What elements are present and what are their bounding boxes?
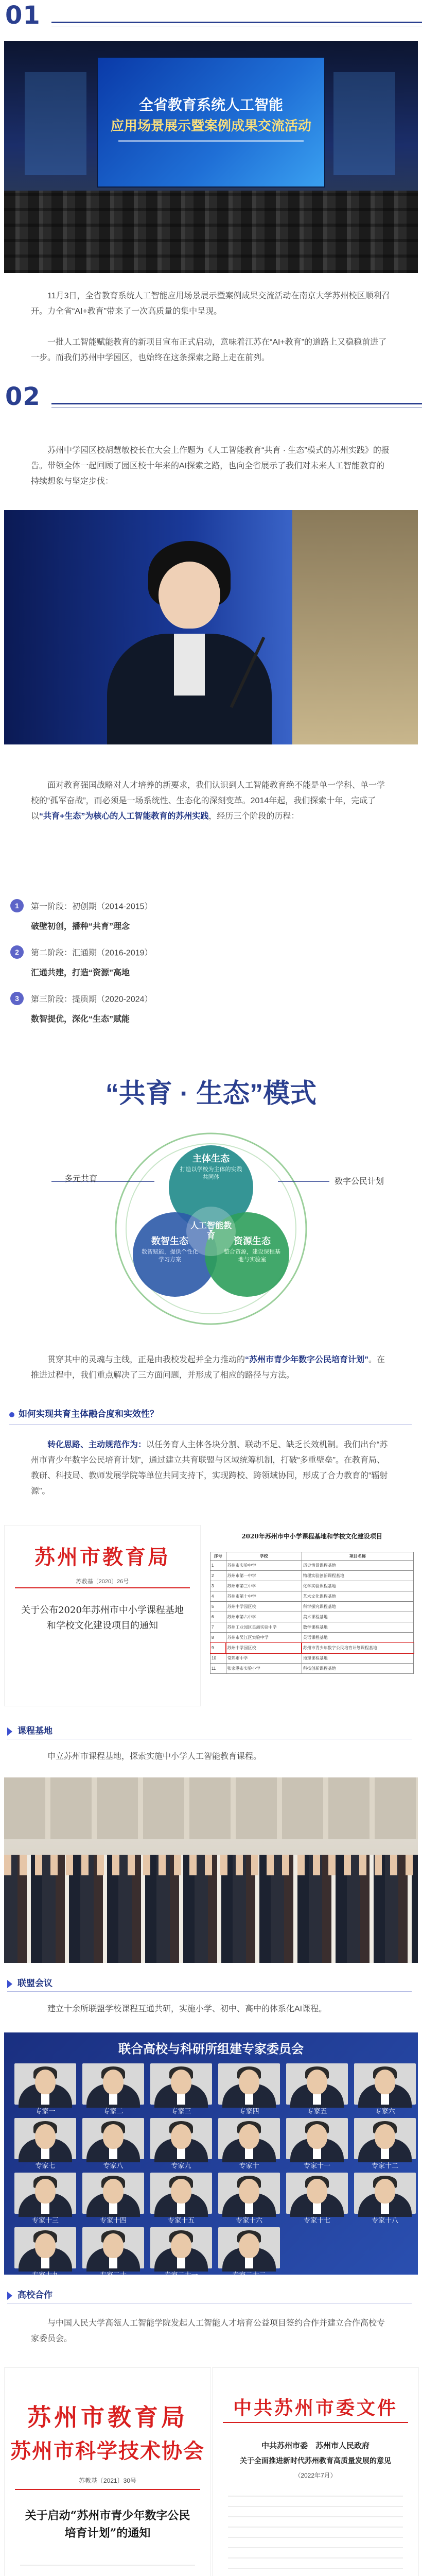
expert-name: 专家五 — [307, 2107, 327, 2115]
expert-portrait — [82, 2118, 144, 2159]
table-row — [210, 1571, 414, 1581]
right-circle-sub: 整合资源，建设课程基地与实验室 — [224, 1249, 280, 1263]
triangle-icon — [7, 2292, 12, 2300]
triangle-icon — [7, 1727, 12, 1736]
table-row — [210, 1561, 414, 1571]
expert-name: 专家六 — [375, 2107, 395, 2115]
stage-2 — [10, 945, 153, 961]
expert-portrait — [354, 2063, 416, 2105]
section-header-02 — [0, 381, 422, 417]
tag-university — [7, 2287, 52, 2303]
bullet-dot-icon — [9, 1412, 14, 1417]
expert-name: 专家十八 — [371, 2216, 398, 2224]
stage-number-badge: 1 — [10, 899, 24, 912]
model-label-left: 多元共育 — [64, 1175, 98, 1183]
doc-sub-2: 关于全面推进新时代苏州教育高质量发展的意见 — [240, 2456, 391, 2465]
left-circle-title: 数智生态 — [151, 1236, 188, 1246]
right-circle-title: 资源生态 — [234, 1236, 271, 1246]
table-row — [210, 1622, 414, 1633]
model-label-right: 数字公民计划 — [335, 1177, 384, 1186]
expert-portrait — [286, 2173, 348, 2214]
paragraph-university: 与中国人民大学高瓴人工智能学院发起人工智能人才培育公益项目签约合作并建立合作高校专家委员会。 — [31, 2319, 385, 2343]
table-header: 序号 — [210, 1552, 226, 1561]
expert-portrait — [218, 2063, 280, 2105]
paragraph-method — [31, 1437, 391, 1499]
banner-line-2: 应用场景展示暨案例成果交流活动 — [110, 118, 311, 133]
tag-underline — [7, 1991, 412, 1992]
stage-2-sub: 汇通共建，打造“资源”高地 — [31, 969, 130, 977]
doc-ref: 苏教基〔2021〕30号 — [78, 2477, 137, 2484]
triangle-icon — [7, 1980, 12, 1988]
stage-title: 第三阶段：提质期（2020-2024） — [31, 995, 153, 1004]
doc-red-rule — [15, 1587, 190, 1588]
table-cell: 美术课程基地 — [302, 1612, 413, 1622]
backdrop-wood — [292, 510, 418, 744]
expert-name: 专家十九 — [31, 2271, 59, 2279]
text-strong: 转化思路、主动规范作为： — [47, 1440, 147, 1449]
table-cell: 苏州市青少年数字公民培育计划课程基地 — [302, 1643, 413, 1653]
model-title: “共育 · 生态”模式 — [105, 1079, 317, 1109]
group-faces — [4, 1855, 418, 1875]
table-cell: 地理课程基地 — [302, 1653, 413, 1664]
tag-label: 课程基地 — [17, 1726, 52, 1736]
expert-portrait — [14, 2063, 76, 2105]
expert-name: 专家二十二 — [232, 2271, 266, 2279]
doc-red-rule — [15, 2489, 200, 2490]
table-row — [210, 1591, 414, 1602]
expert-name: 专家十六 — [235, 2216, 262, 2224]
paragraph-alliance: 建立十余所联盟学校课程互通共研，实施小学、初中、高中的体系化AI课程。 — [47, 2005, 327, 2013]
paragraph-intro: 11月3日，全省教育系统人工智能应用场景展示暨案例成果交流活动在南京大学苏州校区顺利召开。力全省“AI+教育”带来了一次高质量的集中呈现。 — [31, 292, 390, 316]
expert-name: 专家二 — [103, 2107, 124, 2115]
stage-screen — [97, 57, 325, 188]
tag-label: 高校合作 — [17, 2290, 52, 2300]
expert-portrait — [82, 2173, 144, 2214]
document-notice-2 — [4, 2367, 211, 2576]
text-pre: 面对教育强国战略对人才培养的新要求，我们认识到人工智能教育绝不能是单一学科、单一学校的“孤军奋战”，而必须是一场系统性、生态化的深刻变革。2014年起，我们探索十年，完成了以 — [31, 781, 385, 821]
left-circle-sub: 数智赋能，提供个性化学习方案 — [142, 1249, 198, 1263]
speaker-face-front — [159, 562, 220, 629]
table-cell: 9 — [210, 1643, 226, 1653]
expert-portrait — [82, 2063, 144, 2105]
table-row — [210, 1612, 414, 1622]
section-number: 02 — [5, 382, 41, 411]
table-cell: 物理实验创新课程基地 — [302, 1571, 413, 1581]
expert-name: 专家三 — [171, 2107, 191, 2115]
table-cell: 苏州市吴江区实验中学 — [226, 1633, 302, 1643]
expert-name: 专家十二 — [371, 2162, 398, 2170]
expert-portrait — [354, 2173, 416, 2214]
text-strong: “共育+生态”为核心的人工智能教育的苏州实践 — [39, 812, 209, 821]
doc-subject: 关于公布2020年苏州市中小学课程基地和学校文化建设项目的通知 — [21, 1605, 184, 1631]
expert-name: 专家四 — [239, 2107, 259, 2115]
doc-issuer: 苏州市教育局 — [34, 1545, 170, 1569]
expert-name: 专家二十 — [99, 2271, 127, 2279]
tag-alliance — [7, 1976, 52, 1991]
table-cell: 11 — [210, 1664, 226, 1674]
expert-portrait — [218, 2227, 280, 2268]
paragraph-course-base: 申立苏州市课程基地，探索实施中小学人工智能教育课程。 — [47, 1752, 262, 1761]
expert-name: 专家二十一 — [164, 2271, 198, 2279]
section-number: 01 — [5, 1, 41, 30]
expert-portrait — [14, 2227, 76, 2268]
stage-1-sub: 破壁初创，播种“共育”理念 — [31, 922, 130, 931]
doc-ref: （2022年7月） — [294, 2472, 337, 2479]
expert-name: 专家九 — [171, 2162, 191, 2170]
stage-number-badge: 3 — [10, 992, 24, 1005]
expert-portrait — [286, 2063, 348, 2105]
expert-portrait — [218, 2118, 280, 2159]
table-cell: 苏州中学园区校 — [226, 1602, 302, 1612]
expert-portrait — [150, 2173, 212, 2214]
expert-name: 专家七 — [35, 2162, 56, 2170]
paragraph-report: 苏州中学园区校胡慧敏校长在大会上作题为《人工智能教育“共育 · 生态”模式的苏州实践》的报告。带领全体一起回顾了园区校十年来的AI探索之路，也向全省展示了我们对未来人工智能教育的持续想象与坚定步伐： — [31, 446, 390, 486]
expert-name: 专家八 — [103, 2162, 124, 2170]
document-committee — [212, 2367, 419, 2576]
table-row — [210, 1581, 414, 1591]
question-heading — [9, 1406, 411, 1424]
doc-issuer-1: 苏州市教育局 — [27, 2403, 188, 2431]
expert-portrait — [286, 2118, 348, 2159]
section-divider — [51, 403, 422, 404]
doc-ref: 苏教基〔2020〕26号 — [76, 1579, 129, 1585]
doc-body-lines — [228, 2486, 403, 2576]
expert-portrait — [150, 2227, 212, 2268]
banner-rule — [118, 140, 304, 142]
table-cell: 5 — [210, 1602, 226, 1612]
text-pre: 贯穿其中的灵魂与主线，正是由我校发起并全力推动的 — [47, 1355, 245, 1364]
wall-panels — [4, 1777, 418, 1839]
table-cell: 1 — [210, 1561, 226, 1571]
expert-name: 专家十五 — [167, 2216, 195, 2224]
table-cell: 艺术文化课程基地 — [302, 1591, 413, 1602]
table-title: 2020年苏州市中小学课程基地和学校文化建设项目 — [241, 1533, 382, 1540]
side-screen-left — [25, 72, 86, 175]
doc-issuer-2: 苏州市科学技术协会 — [10, 2439, 205, 2463]
doc-sub-1: 中共苏州市委 苏州市人民政府 — [261, 2442, 370, 2450]
table-cell: 科技创新课程基地 — [302, 1664, 413, 1674]
section-divider-thin — [51, 407, 422, 408]
document-table — [206, 1525, 418, 1705]
doc-subject: 关于启动“苏州市青少年数字公民培育计划”的通知 — [25, 2509, 190, 2540]
text-body: 以任务育人主体各块分割、联动不足、缺乏长效机制。我们出台“苏州市青少年数字公民培育计划”，通过建立共育联盟与区域统筹机制，打破“多重壁垒”。在教育局、教研、科技局、教师发展学院等单位共同支持下，实现跨校、跨领域协同，形成了合力教育的“辐射源”。 — [31, 1440, 388, 1496]
paragraph-soul — [31, 1352, 391, 1383]
expert-portrait — [218, 2173, 280, 2214]
banner-line-1: 全省教育系统人工智能 — [138, 97, 283, 113]
doc-header: 中共苏州市委文件 — [233, 2397, 398, 2419]
conference-photo — [4, 41, 418, 273]
table-cell: 常熟市中学 — [226, 1653, 302, 1664]
expert-portrait — [150, 2118, 212, 2159]
text-post: 。在推进过程中，我们重点解决了三方面问题，并形成了相应的路径与方法。 — [31, 1355, 385, 1380]
expert-name: 专家十七 — [303, 2216, 330, 2224]
stage-3-sub: 数智提优，深化“生态”赋能 — [31, 1015, 130, 1024]
table-cell: 7 — [210, 1622, 226, 1633]
text-strong: “苏州市青少年数字公民培育计划” — [245, 1355, 369, 1364]
table-header: 项目名称 — [302, 1552, 413, 1561]
table-cell: 数学课程基地 — [302, 1622, 413, 1633]
table-cell: 苏州市第一中学 — [226, 1571, 302, 1581]
expert-name: 专家十四 — [99, 2216, 127, 2224]
question-heading-text: 如何实现共育主体融合度和实效性？ — [19, 1409, 159, 1419]
table-cell: 2 — [210, 1571, 226, 1581]
table-cell: 苏州市第三中学 — [226, 1581, 302, 1591]
experts-banner: 联合高校与科研所组建专家委员会 — [118, 2042, 304, 2056]
project-table — [210, 1552, 414, 1674]
table-cell: 历史情景课程基地 — [302, 1561, 413, 1571]
expert-portrait — [354, 2118, 416, 2159]
table-cell: 6 — [210, 1612, 226, 1622]
document-notice-1 — [4, 1525, 201, 1706]
paragraph-stages-intro — [31, 778, 391, 824]
table-cell: 苏州中学园区校 — [226, 1643, 302, 1653]
table-row — [210, 1633, 414, 1643]
section-divider — [51, 22, 422, 23]
table-cell: 苏州市实验中学 — [226, 1561, 302, 1571]
table-row — [210, 1643, 414, 1653]
expert-portrait — [14, 2173, 76, 2214]
text-post: ，经历三个阶段的历程： — [208, 812, 300, 821]
stage-3 — [10, 992, 153, 1007]
table-cell: 8 — [210, 1633, 226, 1643]
table-row — [210, 1664, 414, 1674]
group-photo — [4, 1777, 418, 1963]
speaker-collar — [174, 634, 205, 696]
expert-name: 专家十一 — [303, 2162, 330, 2170]
stage-title: 第一阶段：初创期（2014-2015） — [31, 902, 153, 911]
table-cell: 科学探究课程基地 — [302, 1602, 413, 1612]
table-cell: 英语课程基地 — [302, 1633, 413, 1643]
expert-name: 专家一 — [35, 2107, 56, 2115]
doc-red-rule — [223, 2422, 408, 2423]
expert-name: 专家十 — [239, 2162, 259, 2170]
table-cell: 化学实验课程基地 — [302, 1581, 413, 1591]
stage-number-badge: 2 — [10, 945, 24, 959]
top-circle-title: 主体生态 — [192, 1154, 230, 1164]
expert-portrait — [14, 2118, 76, 2159]
doc-body-lines — [20, 2553, 195, 2576]
experts-panel — [4, 2032, 418, 2279]
top-circle-sub: 打造以学校为主体的实践共同体 — [180, 1166, 242, 1180]
stage-1 — [10, 899, 153, 914]
expert-portrait — [150, 2063, 212, 2105]
tag-course-base — [7, 1723, 52, 1739]
table-row — [210, 1602, 414, 1612]
stage-title: 第二阶段：汇通期（2016-2019） — [31, 948, 153, 958]
table-cell: 4 — [210, 1591, 226, 1602]
table-cell: 苏州市第十中学 — [226, 1591, 302, 1602]
speaker-photo — [4, 510, 418, 744]
table-cell: 苏州市第六中学 — [226, 1612, 302, 1622]
question-underline — [9, 1424, 412, 1425]
table-row — [210, 1653, 414, 1664]
section-header-01 — [0, 0, 422, 36]
table-cell: 张家港市实验小学 — [226, 1664, 302, 1674]
paragraph-launch: 一批人工智能赋能教育的新项目宣布正式启动，意味着江苏在“AI+教育”的道路上又稳稳前进了一步。而我们苏州中学园区，也始终在这条探索之路上走在前列。 — [31, 338, 387, 362]
expert-name: 专家十三 — [31, 2216, 59, 2224]
table-header: 学校 — [226, 1552, 302, 1561]
tag-label: 联盟会议 — [17, 1978, 52, 1988]
table-cell: 3 — [210, 1581, 226, 1591]
model-center-label: 人工智能教育 — [190, 1222, 232, 1241]
side-screen-right — [333, 72, 395, 175]
expert-portrait — [82, 2227, 144, 2268]
table-cell: 苏州工业园区星海实验中学 — [226, 1622, 302, 1633]
audience-rows — [4, 191, 418, 273]
table-cell: 10 — [210, 1653, 226, 1664]
